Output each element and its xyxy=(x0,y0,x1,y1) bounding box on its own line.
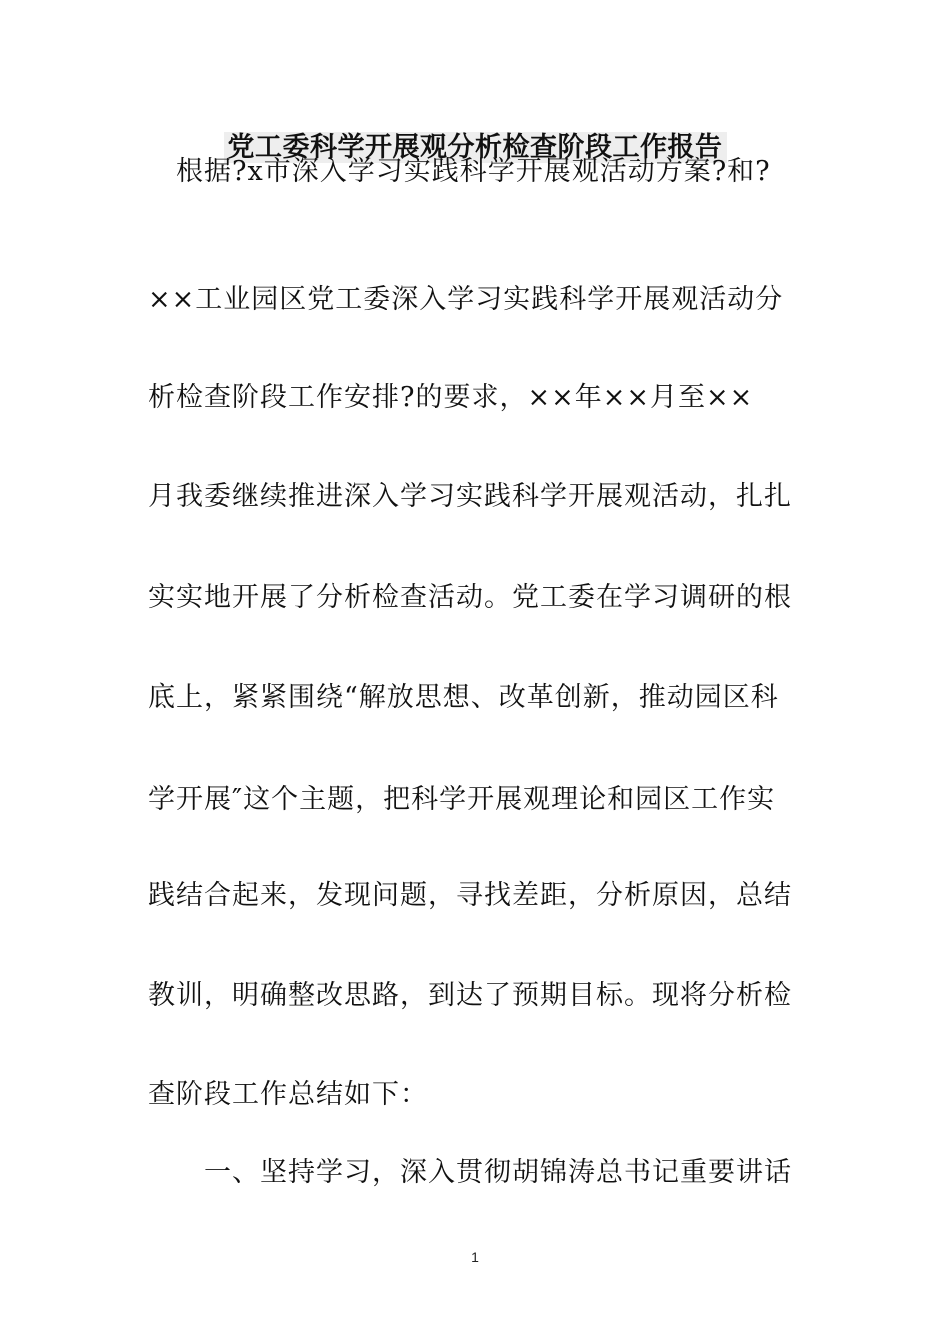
paragraph-line: 教训，明确整改思路，到达了预期目标。现将分析检 xyxy=(148,980,792,1011)
paragraph-line: 底上，紧紧围绕“解放思想、改革创新，推动园区科 xyxy=(148,682,779,713)
paragraph-line: 根据?x市深入学习实践科学开展观活动方案?和? xyxy=(176,156,771,187)
paragraph-line: 实实地开展了分析检查活动。党工委在学习调研的根 xyxy=(148,582,792,613)
page-number: 1 xyxy=(471,1249,479,1265)
paragraph-line: ××工业园区党工委深入学习实践科学开展观活动分 xyxy=(148,284,784,315)
paragraph-line: 学开展″这个主题，把科学开展观理论和园区工作实 xyxy=(148,784,776,815)
paragraph-line: 查阶段工作总结如下： xyxy=(148,1079,428,1110)
paragraph-line: 月我委继续推进深入学习实践科学开展观活动，扎扎 xyxy=(148,481,792,512)
paragraph-line: 践结合起来，发现问题，寻找差距，分析原因，总结 xyxy=(148,880,792,911)
section-heading-line: 一、坚持学习，深入贯彻胡锦涛总书记重要讲话 xyxy=(204,1157,792,1188)
title-text: 党工委科学开展观分析检查阶段工作报告 xyxy=(224,132,727,163)
paragraph-line: 析检查阶段工作安排?的要求，××年××月至×× xyxy=(148,382,754,413)
